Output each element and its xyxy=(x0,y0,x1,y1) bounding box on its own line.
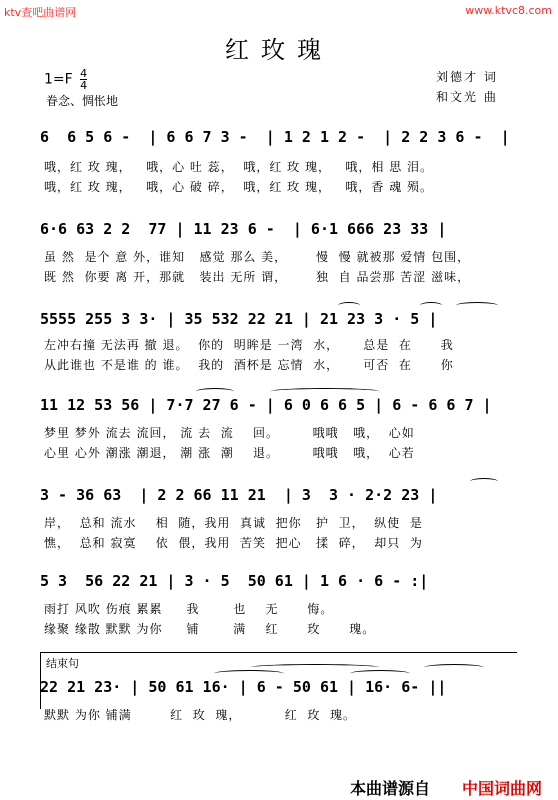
key-signature xyxy=(44,68,87,91)
mood-marking: 眷念、惆怅地 xyxy=(46,94,119,108)
slur-mark xyxy=(420,302,442,309)
lyrics-ending: 默默 为你 铺满 红 玫 瑰， 红 玫 瑰。 xyxy=(44,708,356,722)
slur-mark xyxy=(338,302,360,309)
lyrics-row-3-verse-1: 左冲右撞 无法再 撤 退。 你的 明眸是 一湾 水， 总是 在 我 xyxy=(44,338,454,352)
slur-mark xyxy=(424,664,484,671)
meter-bottom: 4 xyxy=(80,79,88,92)
slur-mark xyxy=(196,388,234,395)
song-title: 红玫瑰 xyxy=(225,36,333,64)
lyrics-row-4-verse-1: 梦里 梦外 流去 流回， 流 去 流 回。 哦哦 哦， 心如 xyxy=(44,426,415,440)
lyrics-row-4-verse-2: 心里 心外 潮涨 潮退， 潮 涨 潮 退。 哦哦 哦， 心若 xyxy=(44,446,415,460)
lyrics-row-2-verse-2: 既 然 你要 离 开，那就 装出 无所 谓， 独 自 品尝那 苦涩 滋味， xyxy=(44,270,471,284)
watermark-right: www.ktvc8.com xyxy=(465,4,552,17)
notation-row-2: 6·6 63 2 2 77 | 11 23 6 - | 6·1 666 23 33 | xyxy=(40,220,447,238)
lyrics-row-6-verse-2: 缘聚 缘散 默默 为你 铺 满 红 玫 瑰。 xyxy=(44,622,376,636)
lyrics-row-1-verse-2: 哦，红 玫 瑰， 哦，心 破 碎， 哦，红 玫 瑰， 哦，香 魂 殒。 xyxy=(44,180,434,194)
ending-label: 结束句 xyxy=(46,657,79,670)
lyrics-row-6-verse-1: 雨打 风吹 伤痕 累累 我 也 无 悔。 xyxy=(44,602,334,616)
notation-row-3: 5555 255 3 3· | 35 532 22 21 | 21 23 3 · 5 | xyxy=(40,310,438,328)
meter-top: 4 xyxy=(80,67,88,80)
tie-mark xyxy=(456,302,498,309)
tie-mark xyxy=(270,388,380,395)
notation-row-4: 11 12 53 56 | 7·7 27 6 - | 6 0 6 6 5 | 6 - 6 6 7 | xyxy=(40,396,492,414)
lyricist-credit: 刘德才 词 xyxy=(436,70,498,84)
lyrics-row-3-verse-2: 从此谁也 不是谁 的 谁。 我的 酒杯是 忘情 水， 可否 在 你 xyxy=(44,358,454,372)
watermark-left: ktv查吧曲谱网 xyxy=(4,6,77,19)
notation-row-5: 3 - 36 63 | 2 2 66 11 21 | 3 3 · 2·2 23 | xyxy=(40,486,438,504)
slur-mark xyxy=(470,478,498,485)
composer-credit: 和文光 曲 xyxy=(436,90,498,104)
key-label: 1=F xyxy=(44,71,73,88)
notation-row-1: 6 6 5 6 - | 6 6 7 3 - | 1 2 1 2 - | 2 2 3 6 - | xyxy=(40,128,510,146)
notation-row-6: 5 3 56 22 21 | 3 · 5 50 61 | 1 6 · 6 - :| xyxy=(40,572,429,590)
footer-site-name: 中国词曲网 xyxy=(462,779,543,798)
lyrics-row-5-verse-2: 憔， 总和 寂寞 依 偎，我用 苦笑 把心 揉 碎， 却只 为 xyxy=(44,536,423,550)
time-signature xyxy=(80,68,87,91)
notation-ending: 22 21 23· | 50 61 16· | 6 - 50 61 | 16· 6- || xyxy=(40,678,447,696)
slur-mark xyxy=(350,670,410,677)
lyrics-row-5-verse-1: 岸， 总和 流水 相 随，我用 真诚 把你 护 卫， 纵使 是 xyxy=(44,516,423,530)
tie-mark xyxy=(214,670,284,677)
lyrics-row-2-verse-1: 虽 然 是个 意 外，谁知 感觉 那么 美， 慢 慢 就被那 爱情 包围， xyxy=(44,250,471,264)
footer-source-label: 本曲谱源自 xyxy=(350,779,431,798)
lyrics-row-1-verse-1: 哦，红 玫 瑰， 哦，心 吐 蕊， 哦，红 玫 瑰， 哦，相 思 泪。 xyxy=(44,160,434,174)
